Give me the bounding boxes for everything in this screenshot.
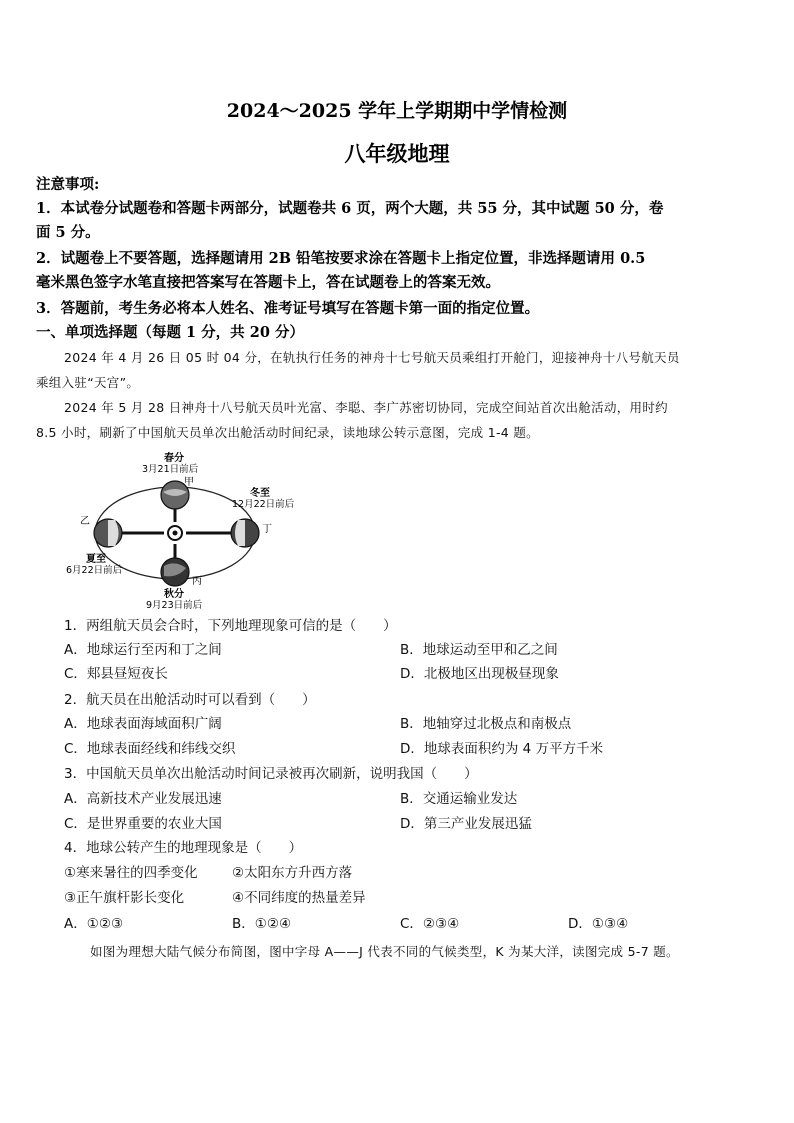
q4-option-b: B．①②④ [232, 916, 292, 932]
spring-label: 春分 [164, 453, 184, 464]
q3-option-a: A．高新技术产业发展迅速 [64, 791, 222, 807]
autumn-label: 秋分 [164, 589, 184, 600]
sun-center [173, 531, 178, 536]
q2-option-b: B．地轴穿过北极点和南极点 [400, 716, 572, 732]
earth-revolution-diagram [60, 448, 300, 613]
notice-item-1a: 1．本试卷分试题卷和答题卡两部分，试题卷共 6 页，两个大题，共 55 分，其中试题 50 分，卷 [36, 200, 664, 217]
winter-date: 12月22日前后 [232, 499, 295, 510]
q1-option-a: A．地球运行至丙和丁之间 [64, 642, 222, 658]
autumn-date: 9月23日前后 [146, 600, 203, 611]
label-yi: 乙 [80, 516, 90, 527]
exam-subtitle: 八年级地理 [344, 141, 450, 166]
exam-title: 2024～2025 学年上学期期中学情检测 [226, 100, 568, 122]
passage1-line3: 2024 年 5 月 28 日神舟十八号航天员叶光富、李聪、李广苏密切协同，完成空间站首次出舱活动，用时约 [64, 400, 668, 415]
q4-statement-2: ②太阳东方升西方落 [232, 865, 353, 881]
label-jia: 甲 [184, 477, 194, 488]
passage2-line1: 如图为理想大陆气候分布简图，图中字母 A——J 代表不同的气候类型，K 为某大洋，读图完成 5-7 题。 [90, 944, 679, 959]
q2-option-a: A．地球表面海域面积广阔 [64, 716, 222, 732]
q4-statement-1: ①寒来暑往的四季变化 [64, 865, 198, 881]
spring-date: 3月21日前后 [142, 464, 199, 475]
notice-item-2b: 毫米黑色签字水笔直接把答案写在答题卡上，答在试题卷上的答案无效。 [36, 274, 500, 291]
earth-winter-light-side [235, 520, 245, 546]
q4-option-a: A．①②③ [64, 916, 124, 932]
notice-item-1b: 面 5 分。 [36, 224, 100, 241]
notice-item-3: 3．答题前，考生务必将本人姓名、准考证号填写在答题卡第一面的指定位置。 [36, 300, 540, 317]
notice-heading: 注意事项: [36, 176, 100, 193]
passage1-line4: 8.5 小时，刷新了中国航天员单次出舱活动时间纪录，读地球公转示意图，完成 1-4 题。 [36, 425, 539, 440]
q3-option-d: D．第三产业发展迅猛 [400, 816, 532, 832]
passage1-line2: 乘组入驻“天宫”。 [36, 375, 140, 390]
passage1-line1: 2024 年 4 月 26 日 05 时 04 分，在轨执行任务的神舟十七号航天员乘组打开舱门，迎接神舟十八号航天员 [64, 350, 680, 365]
q1-option-b: B．地球运动至甲和乙之间 [400, 642, 558, 658]
q4-option-d: D．①③④ [568, 916, 629, 932]
q1-stem: 1．两组航天员会合时，下列地理现象可信的是（ ） [64, 618, 397, 634]
q4-option-c: C．②③④ [400, 916, 460, 932]
q1-option-d: D．北极地区出现极昼现象 [400, 666, 559, 682]
winter-label: 冬至 [250, 488, 270, 499]
q1-option-c: C．郏县昼短夜长 [64, 666, 168, 682]
q2-option-d: D．地球表面积约为 4 万平方千米 [400, 741, 604, 757]
q4-statement-4: ④不同纬度的热量差异 [232, 890, 366, 906]
q3-stem: 3．中国航天员单次出舱活动时间记录被再次刷新，说明我国（ ） [64, 766, 478, 782]
summer-label: 夏至 [86, 554, 106, 565]
q2-option-c: C．地球表面经线和纬线交织 [64, 741, 236, 757]
notice-item-2a: 2．试题卷上不要答题，选择题请用 2B 铅笔按要求涂在答题卡上指定位置，非选择题请用 0.5 [36, 250, 646, 267]
q4-statement-3: ③正午旗杆影长变化 [64, 890, 185, 906]
q4-stem: 4．地球公转产生的地理现象是（ ） [64, 840, 303, 856]
q3-option-c: C．是世界重要的农业大国 [64, 816, 222, 832]
section1-heading: 一、单项选择题（每题 1 分，共 20 分） [36, 324, 304, 341]
q2-stem: 2．航天员在出舱活动时可以看到（ ） [64, 692, 316, 708]
q3-option-b: B．交通运输业发达 [400, 791, 518, 807]
label-ding: 丁 [262, 524, 272, 535]
label-bing: 丙 [192, 576, 202, 587]
summer-date: 6月22日前后 [66, 565, 123, 576]
